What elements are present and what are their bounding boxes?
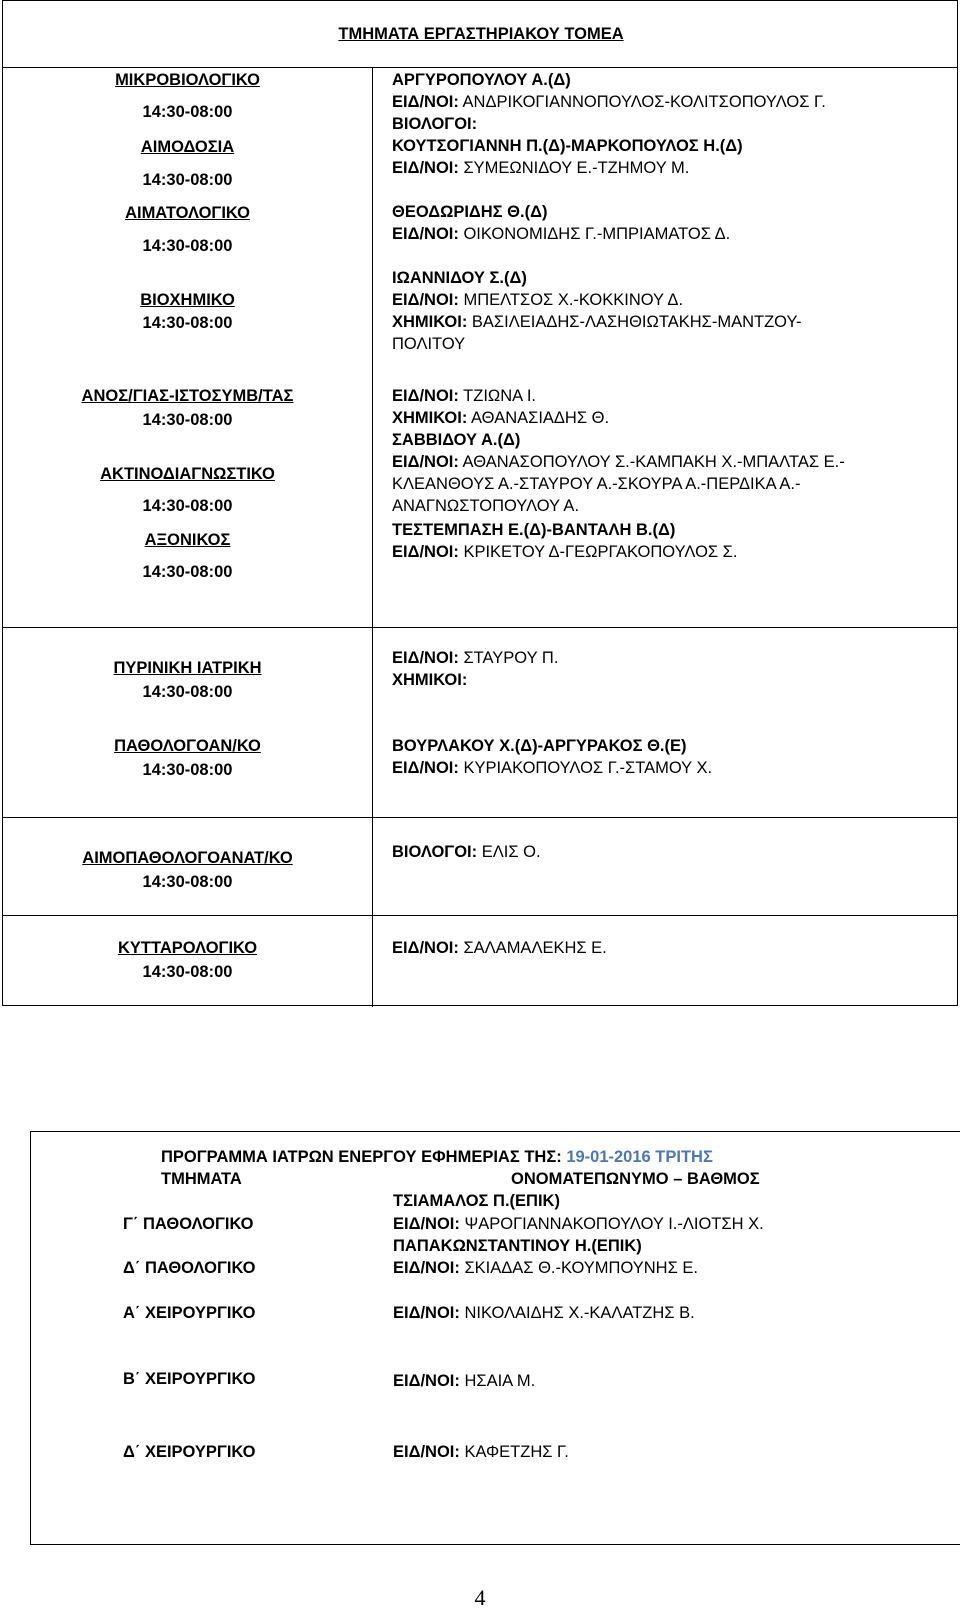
dept-name: ΜΙΚΡΟΒΙΟΛΟΓΙΚΟ: [115, 71, 260, 89]
dept-time: 14:30-08:00: [142, 171, 233, 189]
staff-line: ΧΗΜΙΚΟΙ: ΒΑΣΙΛΕΙΑΔΗΣ-ΛΑΣΗΘΙΩΤΑΚΗΣ-ΜΑΝΤΖΟΥ-: [392, 313, 802, 331]
dept-time: 14:30-08:00: [142, 411, 233, 429]
on-call-title: ΠΡΟΓΡΑΜΜΑ ΙΑΤΡΩΝ ΕΝΕΡΓΟΥ ΕΦΗΜΕΡΙΑΣ ΤΗΣ: 19-01-2016 ΤΡΙΤΗΣ: [161, 1148, 713, 1166]
dept-time: 14:30-08:00: [142, 237, 233, 255]
staff-line: ΕΙΔ/ΝΟΙ: ΣΥΜΕΩΝΙΔΟΥ Ε.-ΤΖΗΜΟΥ Μ.: [392, 159, 690, 177]
table-title: ΤΜΗΜΑΤΑ ΕΡΓΑΣΤΗΡΙΑΚΟΥ ΤΟΜΕΑ: [338, 25, 624, 43]
doctor-head: ΤΣΙΑΜΑΛΟΣ Π.(ΕΠΙΚ): [393, 1192, 560, 1210]
col-header-departments: ΤΜΗΜΑΤΑ: [161, 1170, 242, 1188]
on-call-table: [30, 1131, 960, 1545]
staff-line: ΑΝΑΓΝΩΣΤΟΠΟΥΛΟΥ Α.: [392, 497, 580, 515]
dept-name: ΑΙΜΟΠΑΘΟΛΟΓΟΑΝΑΤ/ΚΟ: [82, 849, 293, 867]
dept-name: ΑΙΜΑΤΟΛΟΓΙΚΟ: [125, 204, 250, 222]
header-divider: [3, 67, 957, 68]
on-call-date: 19-01-2016 ΤΡΙΤΗΣ: [566, 1148, 713, 1166]
staff-head: ΚΟΥΤΣΟΓΙΑΝΝΗ Π.(Δ)-ΜΑΡΚΟΠΟΥΛΟΣ Η.(Δ): [392, 137, 743, 155]
on-call-dept: Γ΄ ΠΑΘΟΛΟΓΙΚΟ: [123, 1215, 254, 1233]
residents-line: ΕΙΔ/ΝΟΙ: ΣΚΙΑΔΑΣ Θ.-ΚΟΥΜΠΟΥΝΗΣ Ε.: [393, 1259, 698, 1277]
staff-line: ΕΙΔ/ΝΟΙ: ΑΝΔΡΙΚΟΓΙΑΝΝΟΠΟΥΛΟΣ-ΚΟΛΙΤΣΟΠΟΥΛΟΣ Γ.: [392, 93, 826, 111]
staff-head: ΤΕΣΤΕΜΠΑΣΗ Ε.(Δ)-ΒΑΝΤΑΛΗ Β.(Δ): [392, 521, 676, 539]
staff-head: ΑΡΓΥΡΟΠΟΥΛΟΥ Α.(Δ): [392, 71, 571, 89]
residents-line: ΕΙΔ/ΝΟΙ: ΗΣΑΙΑ Μ.: [393, 1372, 536, 1390]
dept-time: 14:30-08:00: [142, 497, 233, 515]
row-divider: [3, 817, 957, 818]
dept-time: 14:30-08:00: [142, 963, 233, 981]
row-divider: [3, 915, 957, 916]
staff-line: ΕΙΔ/ΝΟΙ: ΜΠΕΛΤΣΟΣ Χ.-ΚΟΚΚΙΝΟΥ Δ.: [392, 291, 684, 309]
on-call-dept: Δ΄ ΠΑΘΟΛΟΓΙΚΟ: [123, 1259, 256, 1277]
row-divider: [3, 627, 957, 628]
dept-name: ΠΑΘΟΛΟΓΟΑΝ/ΚΟ: [114, 737, 261, 755]
residents-line: ΕΙΔ/ΝΟΙ: ΚΑΦΕΤΖΗΣ Γ.: [393, 1443, 569, 1461]
dept-name: ΠΥΡΙΝΙΚΗ ΙΑΤΡΙΚΗ: [113, 659, 262, 677]
dept-name: ΚΥΤΤΑΡΟΛΟΓΙΚΟ: [117, 939, 258, 957]
dept-name: ΑΙΜΟΔΟΣΙΑ: [140, 138, 235, 156]
staff-line: ΕΙΔ/ΝΟΙ: ΤΖΙΩΝΑ Ι.: [392, 387, 537, 405]
doctor-head: ΠΑΠΑΚΩΝΣΤΑΝΤΙΝΟΥ Η.(ΕΠΙΚ): [393, 1237, 642, 1255]
column-divider: [372, 627, 373, 1007]
dept-time: 14:30-08:00: [142, 314, 233, 332]
residents-line: ΕΙΔ/ΝΟΙ: ΨΑΡΟΓΙΑΝΝΑΚΟΠΟΥΛΟΥ Ι.-ΛΙΟΤΣΗ Χ.: [393, 1215, 764, 1233]
staff-head: ΣΑΒΒΙΔΟΥ Α.(Δ): [392, 431, 521, 449]
page-number: 4: [474, 1585, 486, 1610]
dept-name: ΑΝΟΣ/ΓΙΑΣ-ΙΣΤΟΣΥΜΒ/ΤΑΣ: [81, 387, 294, 405]
dept-time: 14:30-08:00: [142, 761, 233, 779]
staff-line: ΚΛΕΑΝΘΟΥΣ Α.-ΣΤΑΥΡΟΥ Α.-ΣΚΟΥΡΑ Α.-ΠΕΡΔΙΚΑ Α.-: [392, 475, 801, 493]
staff-line: ΕΙΔ/ΝΟΙ: ΣΤΑΥΡΟΥ Π.: [392, 649, 559, 667]
on-call-dept: Β΄ ΧΕΙΡΟΥΡΓΙΚΟ: [123, 1370, 256, 1388]
staff-line: ΧΗΜΙΚΟΙ: ΑΘΑΝΑΣΙΑΔΗΣ Θ.: [392, 409, 610, 427]
dept-time: 14:30-08:00: [142, 563, 233, 581]
column-divider: [372, 67, 373, 627]
dept-time: 14:30-08:00: [142, 103, 233, 121]
staff-head: ΘΕΟΔΩΡΙΔΗΣ Θ.(Δ): [392, 203, 548, 221]
staff-line: ΒΙΟΛΟΓΟΙ: ΕΛΙΣ Ο.: [392, 843, 541, 861]
staff-label: ΧΗΜΙΚΟΙ:: [392, 671, 468, 689]
staff-head: ΙΩΑΝΝΙΔΟΥ Σ.(Δ): [392, 269, 527, 287]
dept-time: 14:30-08:00: [142, 873, 233, 891]
dept-name: ΑΞΟΝΙΚΟΣ: [144, 531, 231, 549]
lab-sector-table: [2, 0, 958, 1006]
staff-label: ΒΙΟΛΟΓΟΙ:: [392, 115, 478, 133]
dept-time: 14:30-08:00: [142, 683, 233, 701]
dept-name: ΒΙΟΧΗΜΙΚΟ: [140, 291, 235, 309]
dept-name: ΑΚΤΙΝΟΔΙΑΓΝΩΣΤΙΚΟ: [100, 465, 275, 483]
staff-line: ΕΙΔ/ΝΟΙ: ΚΡΙΚΕΤΟΥ Δ-ΓΕΩΡΓΑΚΟΠΟΥΛΟΣ Σ.: [392, 543, 738, 561]
col-header-names: ΟΝΟΜΑΤΕΠΩΝΥΜΟ – ΒΑΘΜΟΣ: [511, 1170, 760, 1188]
on-call-dept: Α΄ ΧΕΙΡΟΥΡΓΙΚΟ: [123, 1304, 256, 1322]
on-call-dept: Δ΄ ΧΕΙΡΟΥΡΓΙΚΟ: [123, 1443, 256, 1461]
staff-line: ΕΙΔ/ΝΟΙ: ΣΑΛΑΜΑΛΕΚΗΣ Ε.: [392, 939, 607, 957]
staff-head: ΒΟΥΡΛΑΚΟΥ Χ.(Δ)-ΑΡΓΥΡΑΚΟΣ Θ.(Ε): [392, 737, 687, 755]
staff-line: ΕΙΔ/ΝΟΙ: ΚΥΡΙΑΚΟΠΟΥΛΟΣ Γ.-ΣΤΑΜΟΥ Χ.: [392, 759, 713, 777]
residents-line: ΕΙΔ/ΝΟΙ: ΝΙΚΟΛΑΙΔΗΣ Χ.-ΚΑΛΑΤΖΗΣ Β.: [393, 1304, 695, 1322]
staff-line: ΕΙΔ/ΝΟΙ: ΟΙΚΟΝΟΜΙΔΗΣ Γ.-ΜΠΡΙΑΜΑΤΟΣ Δ.: [392, 225, 731, 243]
staff-line: ΠΟΛΙΤΟΥ: [392, 335, 466, 353]
staff-line: ΕΙΔ/ΝΟΙ: ΑΘΑΝΑΣΟΠΟΥΛΟΥ Σ.-ΚΑΜΠΑΚΗ Χ.-ΜΠΑΛΤΑΣ Ε.-: [392, 453, 845, 471]
